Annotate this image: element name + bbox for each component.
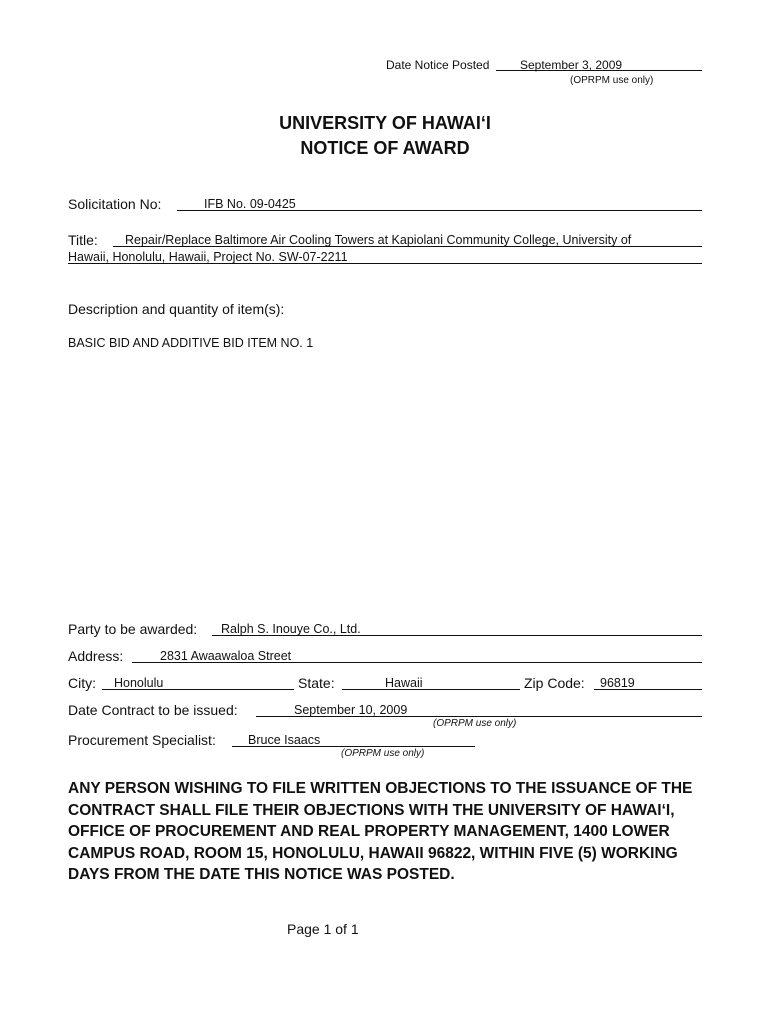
address-label: Address: [68, 648, 124, 664]
date-posted-value: September 3, 2009 [520, 58, 623, 72]
description-value: BASIC BID AND ADDITIVE BID ITEM NO. 1 [68, 336, 314, 350]
project-title-line2: Hawaii, Honolulu, Hawaii, Project No. SW-07-2211 [68, 250, 348, 264]
specialist-note: (OPRPM use only) [341, 748, 425, 759]
party-value: Ralph S. Inouye Co., Ltd. [221, 622, 361, 636]
party-label: Party to be awarded: [68, 621, 198, 637]
notice-title: NOTICE OF AWARD [300, 138, 470, 158]
date-posted-note: (OPRPM use only) [570, 75, 654, 86]
address-value: 2831 Awaawaloa Street [160, 649, 292, 663]
solicitation-label: Solicitation No: [68, 196, 162, 212]
project-title-label: Title: [68, 232, 98, 248]
solicitation-value: IFB No. 09-0425 [204, 197, 296, 211]
description-label: Description and quantity of item(s): [68, 301, 285, 317]
contract-date-label: Date Contract to be issued: [68, 702, 238, 718]
state-value: Hawaii [385, 676, 423, 690]
project-title-line1: Repair/Replace Baltimore Air Cooling Towers at Kapiolani Community College, University of [125, 233, 632, 247]
page-number: Page 1 of 1 [287, 921, 359, 937]
contract-date-value: September 10, 2009 [294, 703, 408, 717]
objection-notice: ANY PERSON WISHING TO FILE WRITTEN OBJECTIONS TO THE ISSUANCE OF THE CONTRACT SHALL FILE THEIR OBJECTIONS WITH THE UNIVERSITY OF HAWAI‘I, OFFICE OF PROCUREMENT AND REAL PROPERTY MANAGEMENT, 1400 LOWER CAMPUS ROAD, ROOM 15, HONOLULU, HAWAII 96822, WITHIN FIVE (5) WORKING DAYS FROM THE DATE THIS NOTICE WAS POSTED. [68, 780, 693, 883]
state-underline [342, 689, 520, 690]
city-value: Honolulu [114, 676, 164, 690]
date-posted-label: Date Notice Posted [386, 58, 490, 72]
zip-value: 96819 [600, 676, 635, 690]
city-label: City: [68, 675, 96, 691]
state-label: State: [298, 675, 335, 691]
zip-label: Zip Code: [524, 675, 585, 691]
specialist-label: Procurement Specialist: [68, 732, 216, 748]
contract-date-note: (OPRPM use only) [433, 718, 517, 729]
university-title: UNIVERSITY OF HAWAI‘I [279, 113, 491, 133]
specialist-value: Bruce Isaacs [248, 733, 321, 747]
